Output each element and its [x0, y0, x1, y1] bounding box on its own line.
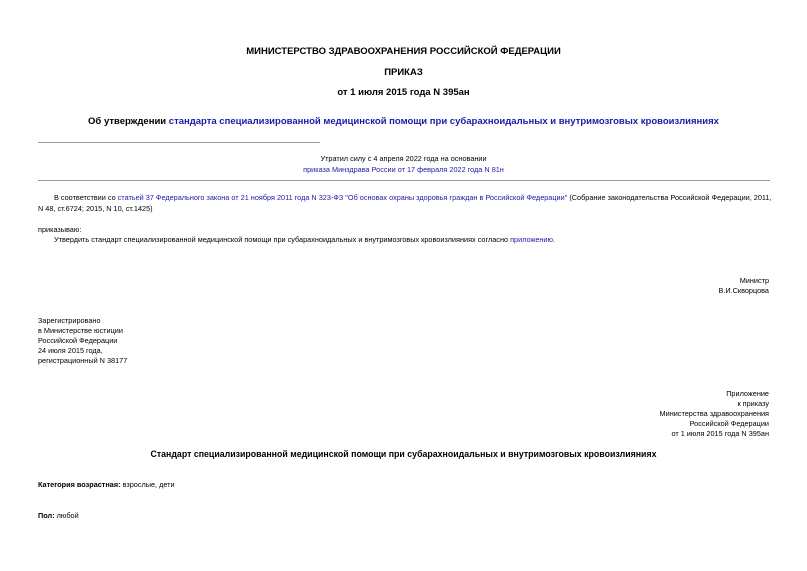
appendix-line-3: Министерства здравоохранения [659, 409, 769, 418]
order-text-prefix: Утвердить стандарт специализированной медицинской помощи при субарахноидальных и внутримозговых кровоизлияниях согласно [54, 235, 511, 244]
age-category [38, 480, 175, 490]
age-value: взрослые, дети [120, 480, 175, 489]
appendix-line-4: Российской Федерации [689, 419, 769, 428]
doc-type-heading: ПРИКАЗ [384, 67, 423, 78]
bottom-divider [38, 180, 770, 181]
order-text [54, 235, 555, 245]
top-divider [38, 142, 320, 143]
ministry-heading: МИНИСТЕРСТВО ЗДРАВООХРАНЕНИЯ РОССИЙСКОЙ ФЕДЕРАЦИИ [246, 46, 561, 57]
order-title-prefix: Об утверждении [88, 116, 169, 127]
preamble-paragraph [38, 193, 773, 214]
preamble-suffix: (Собрание законодательства Российской Федерации, 2011, N 48, ст.6724; 2015, N 10, ст.1425) [38, 193, 772, 213]
registration-line-1: Зарегистрировано [38, 316, 101, 325]
registration-line-5: регистрационный N 38177 [38, 356, 128, 365]
signature-name: В.И.Скворцова [718, 286, 769, 295]
appendix-line-2: к приказу [737, 399, 769, 408]
registration-line-2: в Министерстве юстиции [38, 326, 123, 335]
order-word: приказываю: [38, 225, 82, 234]
lost-force-link-line [0, 164, 807, 175]
appendix-line-1: Приложение [726, 389, 769, 398]
lost-force-line: Утратил силу с 4 апреля 2022 года на основании [320, 154, 487, 163]
preamble-prefix: В соответствии со [54, 193, 118, 202]
order-title [0, 116, 807, 127]
age-label: Категория возрастная: [38, 480, 121, 489]
lost-force-link[interactable]: приказа Минздрава России от 17 февраля 2022 года N 81н [303, 165, 504, 174]
appendix-line-5: от 1 июля 2015 года N 395ан [671, 429, 769, 438]
standard-link[interactable]: стандарта специализированной медицинской помощи при субарахноидальных и внутримозговых кровоизлияниях [168, 116, 719, 127]
registration-line-4: 24 июля 2015 года, [38, 346, 103, 355]
law-link[interactable]: статьей 37 Федерального закона от 21 ноября 2011 года N 323-ФЗ "Об основах охраны здоровья граждан в Российской Федерации" [117, 193, 568, 202]
appendix-link[interactable]: приложению [510, 235, 553, 244]
sex-category [38, 511, 79, 521]
sex-value: любой [54, 511, 79, 520]
order-text-suffix: . [552, 235, 556, 244]
sex-label: Пол: [38, 511, 55, 520]
registration-line-3: Российской Федерации [38, 336, 118, 345]
signature-position: Министр [739, 276, 769, 285]
standard-title: Стандарт специализированной медицинской помощи при субарахноидальных и внутримозговых кровоизлияниях [150, 449, 657, 459]
date-number-heading: от 1 июля 2015 года N 395ан [337, 87, 470, 98]
